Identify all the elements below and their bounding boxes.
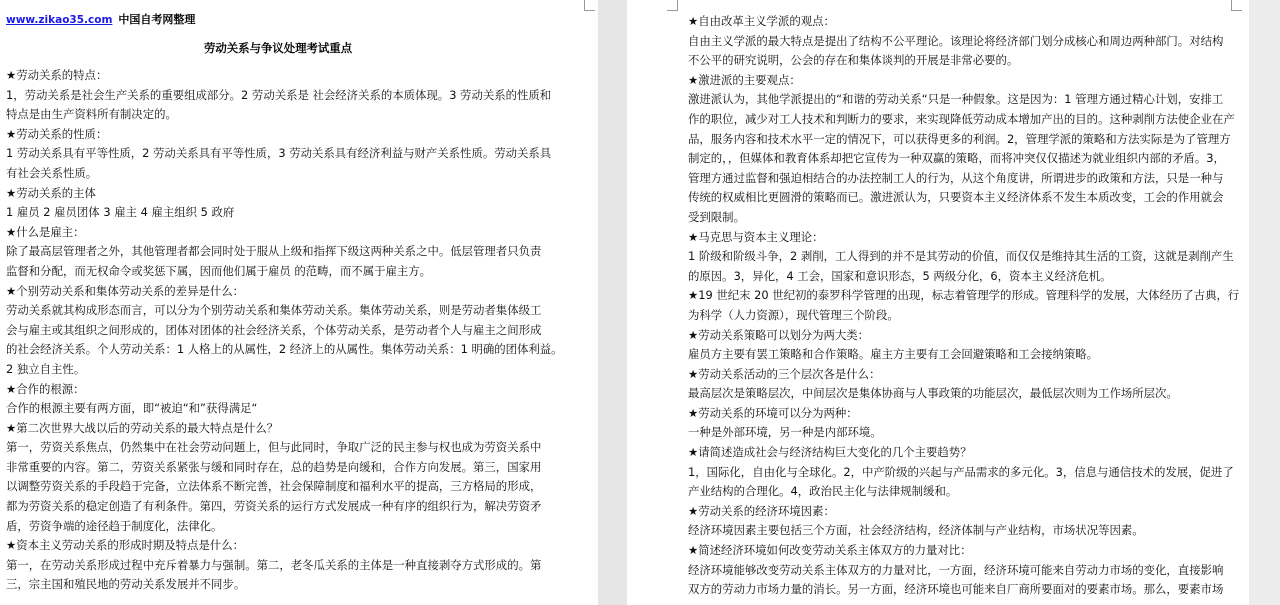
text-line: 经济环境能够改变劳动关系主体双方的力量对比，一方面，经济环境可能来自劳动力市场的变化，直接影响 — [688, 562, 1224, 577]
text-line: 1，劳动关系是社会生产关系的重要组成部分。2 劳动关系是 社会经济关系的本质体现。3 劳动关系的性质和 — [6, 87, 552, 102]
text-line: 1 阶级和阶级斗争，2 剥削，工人得到的并不是其劳动的价值，而仅仅是维持其生活的工资，这就是剥削产生 — [688, 249, 1234, 264]
site-name: 中国自考网整理 — [118, 13, 196, 26]
page-header — [6, 10, 598, 29]
text-line: 雇员方主要有罢工策略和合作策略。雇主方主要有工会回避策略和工会接纳策略。 — [688, 347, 1099, 362]
text-line: ★马克思与资本主义理论： — [688, 229, 824, 244]
text-line: 自由主义学派的最大特点是提出了结构不公平理论。该理论将经济部门划分成核心和周边两种部门。对结构 — [688, 33, 1224, 48]
text-line: ★第二次世界大战以后的劳动关系的最大特点是什么？ — [6, 420, 279, 435]
document-page-left — [0, 0, 598, 605]
text-line: ★劳动关系的环境可以分为两种： — [688, 405, 858, 420]
text-line: 合作的根源主要有两方面，即“被迫“和”获得满足“ — [6, 401, 258, 416]
text-line: 传统的权威相比更圆滑的策略而已。激进派认为，只要资本主义经济体系不发生本质改变，工会的作用就会 — [688, 190, 1224, 205]
text-line: 监督和分配，而无权命令或奖惩下属，因而他们属于雇员 的范畴，而不属于雇主方。 — [6, 263, 432, 278]
text-line: ★劳动关系策略可以划分为两大类： — [688, 327, 870, 342]
text-line: ★劳动关系的主体 — [6, 185, 96, 200]
text-line: 一种是外部环境，另一种是内部环境。 — [688, 425, 882, 440]
text-line: ★什么是雇主： — [6, 224, 85, 239]
text-line: 制定的，，但媒体和教育体系却把它宣传为一种双赢的策略，而将冲突仅仅描述为就业组织内部的矛盾。3， — [688, 151, 1225, 166]
text-line: ★简述经济环境如何改变劳动关系主体双方的力量对比： — [688, 543, 972, 558]
viewer-scroll-area[interactable] — [1249, 0, 1280, 605]
text-line: ★劳动关系活动的三个层次各是什么： — [688, 366, 881, 381]
text-line: 都为劳资关系的稳定创造了有利条件。第四，劳资关系的运行方式发展成一种有序的组织行为，解决劳资矛 — [6, 499, 542, 514]
text-line: 的社会经济关系。个人劳动关系：1 人格上的从属性，2 经济上的从属性。集体劳动关系：1 明确的团体利益。 — [6, 342, 563, 357]
text-line: 非常重要的内容。第二，劳资关系紧张与缓和同时存在，总的趋势是向缓和，合作方向发展。第三，国家用 — [6, 459, 542, 474]
text-line: 产业结构的合理化。4，政治民主化与法律规制缓和。 — [688, 484, 958, 499]
text-line: ★激进派的主要观点： — [688, 72, 801, 87]
text-line: 为科学（人力资源），现代管理三个阶段。 — [688, 307, 899, 322]
text-line: 第一，在劳动关系形成过程中充斥着暴力与强制。第二，老冬瓜关系的主体是一种直接剥夺方式形成的。第 — [6, 557, 542, 572]
text-line: 除了最高层管理者之外，其他管理者都会同时处于服从上级和指挥下级这两种关系之中。低层管理者只负责 — [6, 244, 542, 259]
text-line: 2 独立自主性。 — [6, 361, 86, 376]
right-text-body — [688, 12, 1249, 600]
text-line: 三，宗主国和殖民地的劳动关系发展并不同步。 — [6, 577, 246, 592]
text-line: 1 劳动关系具有平等性质，2 劳动关系具有平等性质，3 劳动关系具有经济利益与财产关系性质。劳动关系具 — [6, 146, 552, 161]
page-left-content — [0, 0, 598, 595]
text-line: 1，国际化，自由化与全球化。2，中产阶级的兴起与产品需求的多元化。3，信息与通信技术的发展，促进了 — [688, 464, 1234, 479]
page-right-content — [627, 0, 1249, 600]
text-line: ★劳动关系的特点： — [6, 68, 108, 82]
text-line: 会与雇主或其组织之间形成的，团体对团体的社会经济关系，个体劳动关系，是劳动者个人与雇主之间形成 — [6, 322, 542, 337]
text-line: 劳动关系就其构成形态而言，可以分为个别劳动关系和集体劳动关系。集体劳动关系，则是劳动者集体级工 — [6, 303, 542, 318]
text-line: 特点是由生产资料所有制决定的。 — [6, 107, 177, 122]
text-line: ★自由改革主义学派的观点： — [688, 14, 835, 28]
text-line: 不公平的研究说明，公会的存在和集体谈判的开展是非常必要的。 — [688, 53, 1019, 68]
text-line: 经济环境因素主要包括三个方面，社会经济结构，经济体制与产业结构，市场状况等因素。 — [688, 523, 1144, 538]
text-line: ★请简述造成社会与经济结构巨大变化的几个主要趋势？ — [688, 445, 972, 460]
text-line: ★19 世纪末 20 世纪初的泰罗科学管理的出现，标志着管理学的形成。管理科学的发展，大体经历了古典，行 — [688, 288, 1240, 303]
text-line: 受到限制。 — [688, 209, 745, 224]
document-page-right — [627, 0, 1249, 605]
text-line: 双方的劳动力市场力量的消长。另一方面，经济环境也可能来自厂商所要面对的要素市场。那么，要素市场 — [688, 582, 1224, 597]
text-line: 盾，劳资争端的途径趋于制度化，法律化。 — [6, 518, 223, 533]
document-title: 劳动关系与争议处理考试重点 — [204, 41, 353, 55]
text-line: ★劳动关系的性质： — [6, 126, 108, 141]
text-line: ★资本主义劳动关系的形成时期及特点是什么： — [6, 538, 245, 553]
text-line: 品，服务内容和技术水平一定的情况下，可以获得更多的利润。2，管理学派的策略和方法实际是为了管理方 — [688, 131, 1231, 146]
text-line: 管理方通过监督和强迫相结合的办法控制工人的行为，从这个角度讲，所谓进步的政策和方法，只是一种与 — [688, 170, 1224, 185]
text-line: 以调整劳资关系的手段趋于完备，立法体系不断完善，社会保障制度和福利水平的提高，三方格局的形成， — [6, 479, 542, 494]
left-text-body — [6, 66, 598, 595]
text-line: 最高层次是策略层次，中间层次是集体协商与人事政策的功能层次，最低层次则为工作场所层次。 — [688, 386, 1178, 401]
text-line: 作的职位，减少对工人技术和判断力的要求，来实现降低劳动成本增加产出的目的。这种剥削方法使企业在产 — [688, 111, 1235, 126]
text-line: 的原因。3，异化，4 工会，国家和意识形态，5 两级分化，6，资本主义经济危机。 — [688, 268, 1112, 283]
text-line: 有社会关系性质。 — [6, 165, 98, 180]
text-line: ★劳动关系的经济环境因素： — [688, 503, 835, 518]
text-line: 1 雇员 2 雇员团体 3 雇主 4 雇主组织 5 政府 — [6, 205, 235, 220]
site-link[interactable]: www.zikao35.com — [6, 14, 113, 26]
text-line: 激进派认为，其他学派提出的“和谐的劳动关系“只是一种假象。这是因为：1 管理方通过精心计划，安排工 — [688, 92, 1224, 107]
text-line: ★个别劳动关系和集体劳动关系的差异是什么： — [6, 283, 245, 298]
page-gutter — [598, 0, 627, 605]
text-line: 第一，劳资关系焦点，仍然集中在社会劳动问题上，但与此同时，争取广泛的民主参与权也成为劳资关系中 — [6, 440, 542, 455]
text-line: ★合作的根源： — [6, 381, 85, 396]
